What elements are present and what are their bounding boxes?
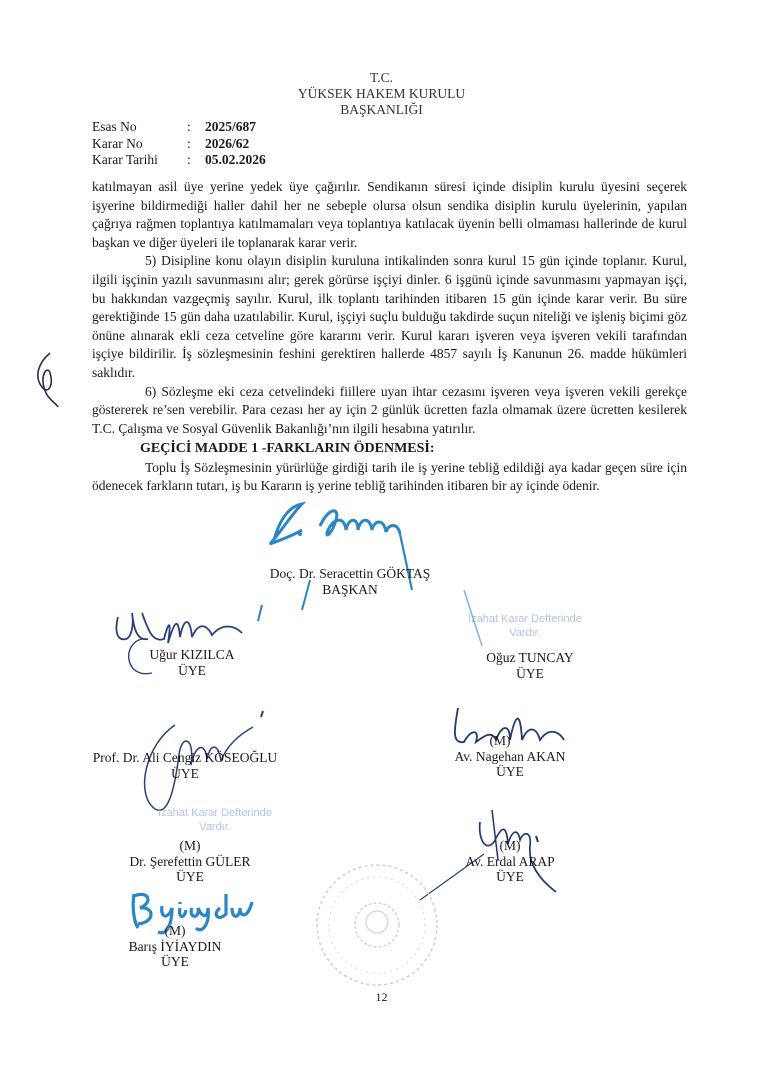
body-section-2 (92, 440, 687, 496)
signatory-name: Uğur KIZILCA (149, 647, 235, 662)
meta-separator: : (187, 135, 191, 151)
registry-stamp (130, 806, 300, 834)
signatory-name: Oğuz TUNCAY (486, 650, 574, 665)
meta-label: Karar No (92, 135, 143, 151)
meta-row-esas (92, 119, 392, 136)
meta-row-karar (92, 136, 392, 153)
signatory-name: Prof. Dr. Ali Cengiz KÖSEOĞLU (92, 750, 278, 765)
signatory-mark: (M) (179, 838, 201, 853)
header-institution: YÜKSEK HAKEM KURULU (297, 86, 466, 101)
signatory-role: ÜYE (496, 869, 524, 884)
meta-separator: : (187, 119, 191, 134)
stamp-line: Vardır. (199, 821, 231, 833)
signatory-role: ÜYE (496, 764, 524, 779)
signatory-president (230, 566, 470, 597)
signatory-role: BAŞKAN (322, 581, 378, 597)
header-tc: T.C. (370, 70, 393, 85)
signatory-member-3 (70, 750, 300, 781)
signatory-member-2 (430, 650, 630, 681)
section-heading: GEÇİCİ MADDE 1 -FARKLARIN ÖDENMESİ: (140, 441, 435, 456)
body-section-1 (92, 178, 687, 438)
meta-label: Esas No (92, 119, 137, 134)
signatory-name: Barış İYİAYDIN (128, 938, 222, 954)
signatory-mark: (M) (489, 733, 511, 748)
signatory-role: ÜYE (516, 665, 544, 681)
meta-row-tarih (92, 152, 392, 169)
signatory-mark: (M) (499, 838, 521, 853)
signatory-role: ÜYE (171, 765, 199, 781)
signatory-role: ÜYE (178, 662, 206, 678)
signatory-role: ÜYE (161, 954, 189, 969)
meta-label: Karar Tarihi (92, 152, 158, 167)
signatory-name: Doç. Dr. Seracettin GÖKTAŞ (269, 566, 431, 581)
signatory-name: Av. Nagehan AKAN (454, 748, 566, 764)
paragraph-5: 5) Disipline konu olayın disiplin kuruluna intikalinden sonra kurul 15 gün içinde toplanır. Kurul, ilgili işçinin yazılı savunmasını alır; gerek görürse işçiyi dinler. 6 işgünü içinde savunmasını yapmayan işçi, bu hakkından vazgeçmiş sayılır. Kurul, ilk toplantı tarihinden itibaren 15 gün içinde karar verir. Bu süre gerektiğinde 15 gün daha uzatılabilir. Kurul, işçiyi suçlu bulduğu takdirde suçun niteliği ve işleniş biçimi göz önüne alınarak ekli ceza cetveline göre kararını verir. Kurul kararı işveren veya işveren vekili tarafından işçiye bildirilir. İş sözleşmesinin feshini gerektiren hallerde 4857 sayılı İş Kanunun 26. madde hükümleri saklıdır. (92, 253, 687, 380)
paragraph-6: 6) Sözleşme eki ceza cetvelindeki fiillere uyan ihtar cezasını işveren veya işveren vekili gerekçe göstererek re’sen verebilir. Para cezası her ay için 2 günlük ücretten fazla olmamak üzere ücretten kesilerek T.C. Çalışma ve Sosyal Güvenlik Bakanlığı’nın ilgili hesabına yatırılır. (92, 383, 687, 436)
paragraph: katılmayan asil üye yerine yedek üye çağırılır. Sendikanın süresi içinde disiplin kurulu üyesini seçerek işyerine bildirmediği haller dahil her ne sebeple olursa olsun sendika disiplin kurulu üyelerinin, yapılan çağrıya rağmen toplantıya katılmamaları veya toplantıya katılacak üyenin belli olmaması hallerinde de kurul başkan ve diğer üyeleri ile toplanarak karar verir. (92, 179, 687, 250)
official-seal-icon (312, 860, 442, 990)
signatory-member-5 (90, 838, 290, 885)
meta-separator: : (187, 152, 191, 167)
meta-value: 2025/687 (205, 119, 257, 134)
signatory-member-6 (420, 838, 600, 885)
signatory-member-7 (90, 923, 260, 970)
signatory-role: ÜYE (176, 869, 204, 884)
page-number: 12 (375, 990, 388, 1004)
signatory-member-1 (92, 647, 292, 678)
stamp-line: Vardır. (509, 627, 541, 639)
signatory-member-4 (420, 733, 600, 780)
stamp-line: İzahat Karar Defterinde (468, 613, 582, 625)
case-meta (92, 119, 392, 171)
meta-value: 05.02.2026 (205, 152, 266, 167)
paragraph-temporary-article: Toplu İş Sözleşmesinin yürürlüğe girdiği tarih ile iş yerine tebliğ edildiği aya kadar geçen süre için ödenecek farkların tutarı, iş bu Kararın iş yerine tebliğ tarihinden itibaren bir ay içinde ödenir. (92, 459, 687, 494)
meta-value: 2026/62 (205, 135, 250, 151)
header-presidency: BAŞKANLIĞI (340, 102, 423, 117)
signatory-name: Dr. Şerefettin GÜLER (129, 853, 251, 869)
stamp-line: İzahat Karar Defterinde (158, 807, 272, 819)
signatory-mark: (M) (164, 923, 186, 938)
signatory-name: Av. Erdal ARAP (465, 853, 555, 869)
pen-stroke (460, 590, 490, 650)
margin-initial-signature (28, 345, 68, 405)
